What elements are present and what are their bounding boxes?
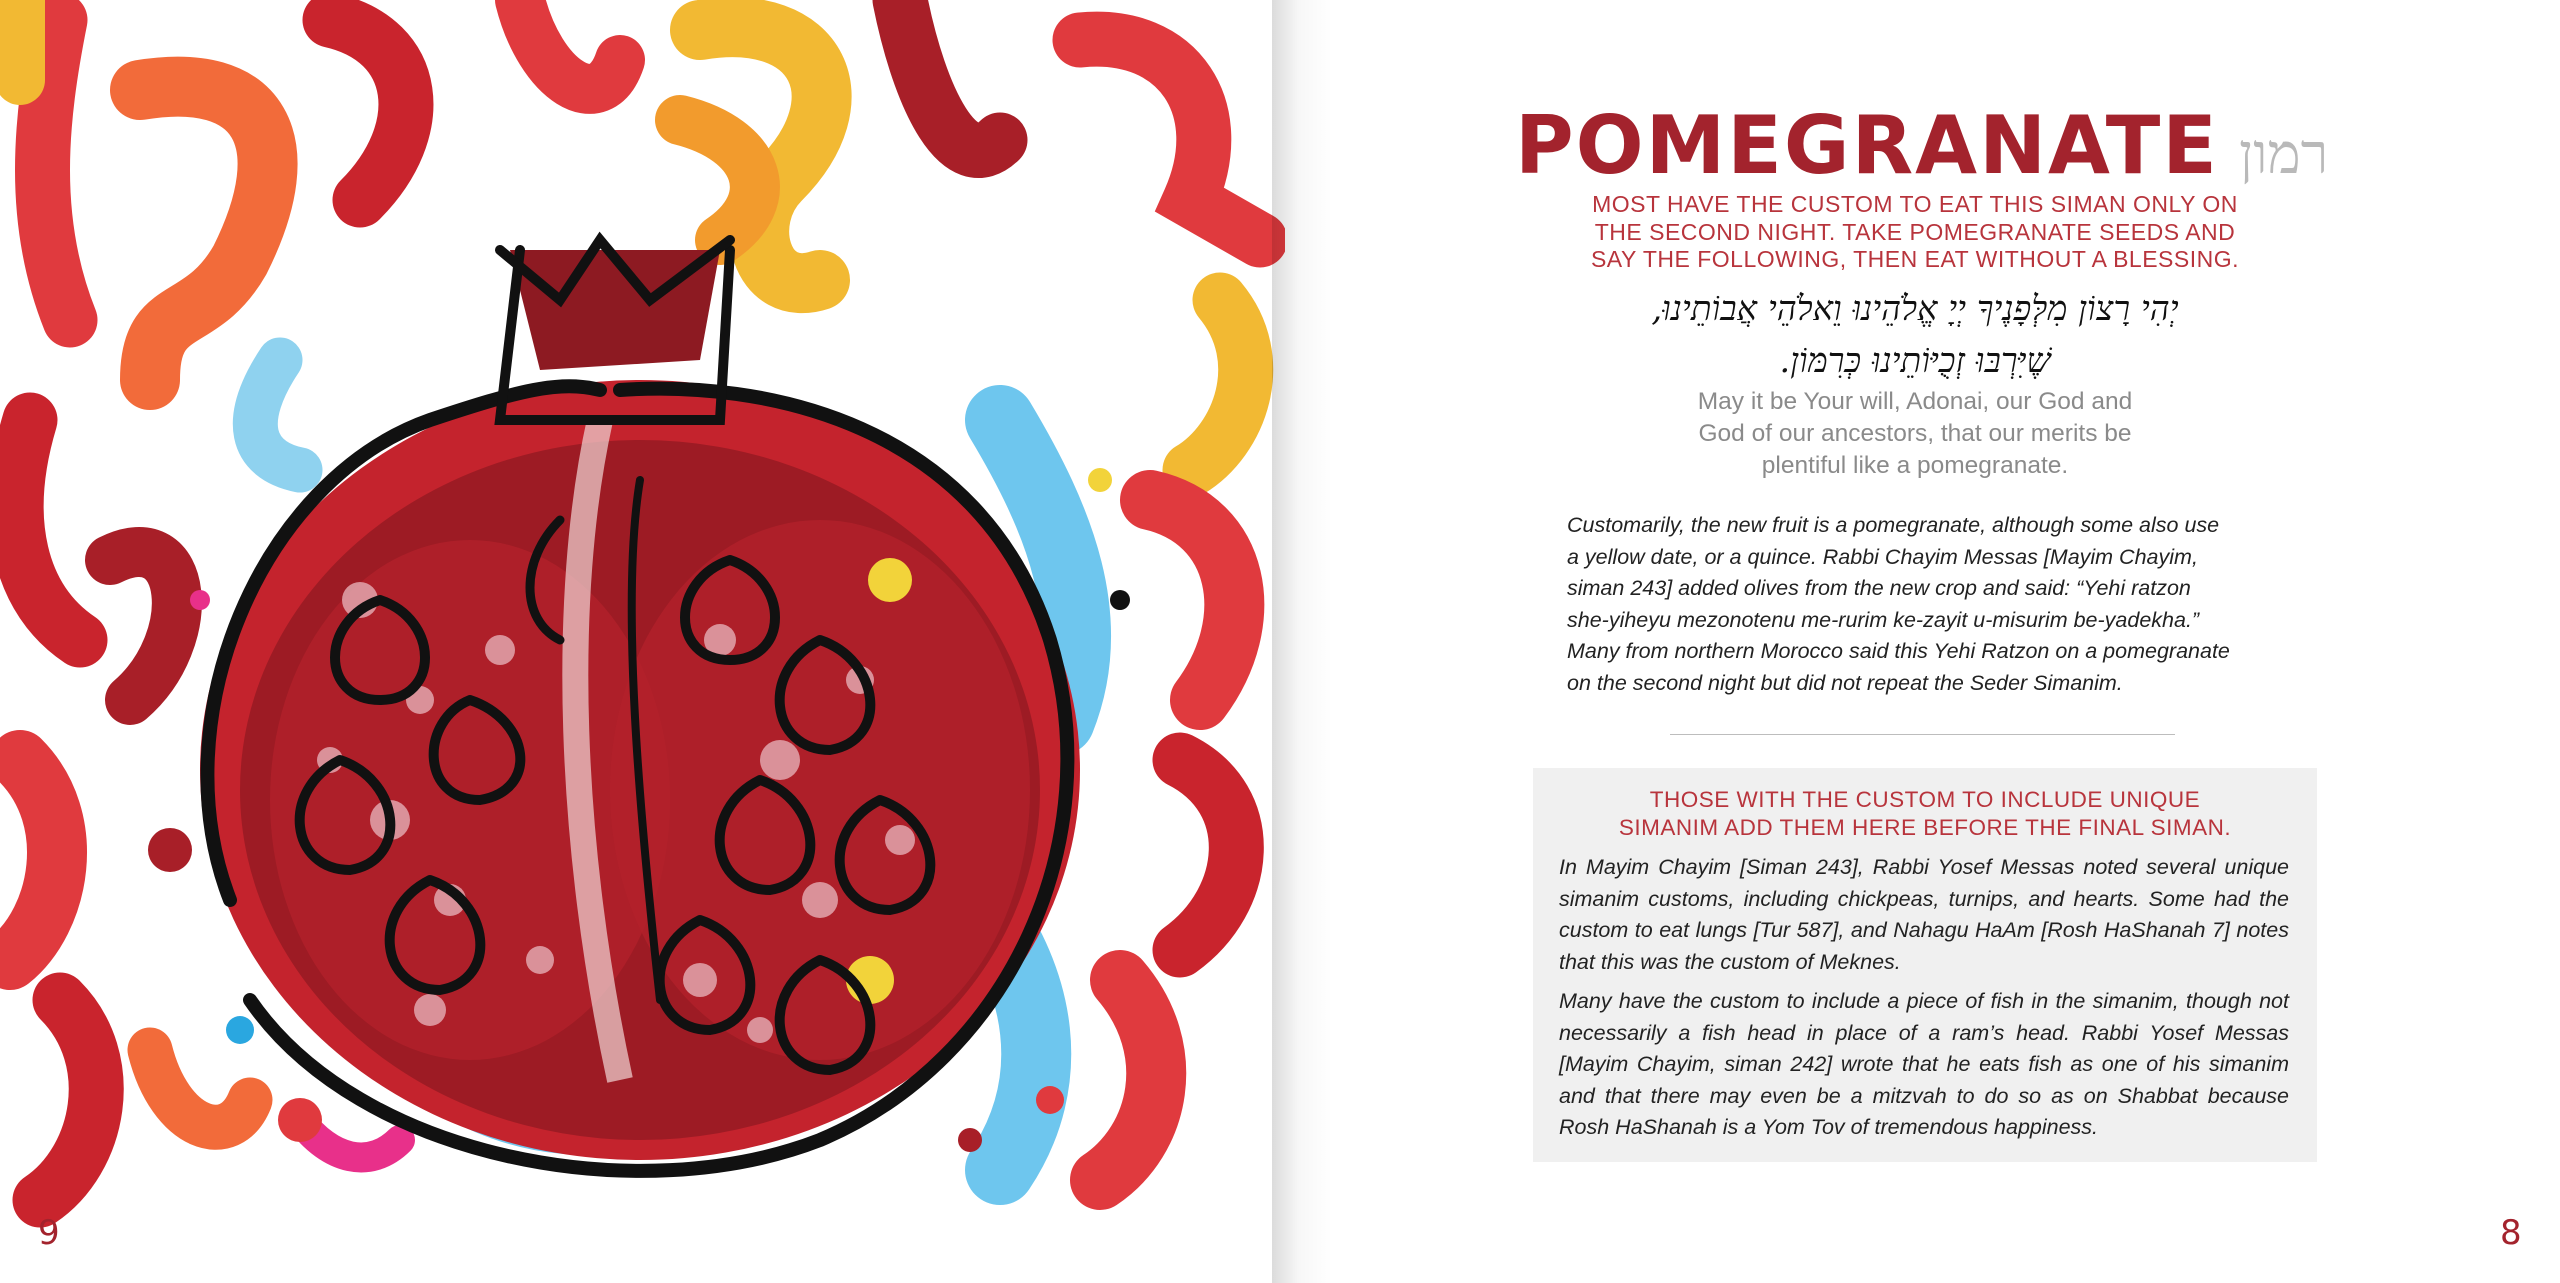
box-title-line: SIMANIM ADD THEM HERE BEFORE THE FINAL SIMAN.: [1618, 815, 2232, 840]
custom-line: Many from northern Morocco said this Yehi Ratzon on a pomegranate: [1567, 639, 2230, 663]
page-number-left: 9: [38, 1213, 60, 1253]
custom-line: a yellow date, or a quince. Rabbi Chayim Messas [Mayim Chayim,: [1567, 544, 2198, 569]
custom-line: siman 243] added olives from the new crop and said: “Yehi ratzon: [1567, 576, 2191, 600]
box-paragraph-1: In Mayim Chayim [Siman 243], Rabbi Yosef Messas noted several unique simanim customs, including chickpeas, turnips, and hearts. Some had the custom to eat lungs [Tur 587], and Nahagu HaAm [Rosh HaShanah 7] notes that this was the custom of Meknes.: [1559, 855, 2289, 974]
custom-line: Customarily, the new fruit is a pomegranate, although some also use: [1567, 513, 2220, 537]
instruction-line: THE SECOND NIGHT. TAKE POMEGRANATE SEEDS AND: [1594, 218, 2236, 245]
unique-simanim-box: [1533, 768, 2317, 1162]
page-title-hebrew: רמון: [2238, 122, 2329, 187]
box-paragraph-2: Many have the custom to include a piece of fish in the simanim, though not necessarily a fish head in place of a ram’s head. Rabbi Yosef Messas [Mayim Chayim, siman 242] wrote that he eats fish as one of his simanim and that there may even be a mitzvah to do so as on Shabbat because Rosh HaShanah is a Yom Tov of tremendous happiness.: [1559, 989, 2289, 1139]
page-number-right: 8: [2500, 1213, 2522, 1253]
hebrew-blessing-line: יְהִי רָצוֹן מִלְּפָנֶיךָ יְיָ אֱלֹהֵינוּ וֵאלֹהֵי אֲבוֹתֵינוּ,: [1651, 289, 2179, 329]
box-title-line: THOSE WITH THE CUSTOM TO INCLUDE UNIQUE: [1649, 787, 2201, 812]
right-page: [1285, 0, 2560, 1283]
custom-paragraph: [1567, 510, 2302, 699]
instruction-line: SAY THE FOLLOWING, THEN EAT WITHOUT A BLESSING.: [1590, 246, 2240, 272]
instruction-text: [1575, 191, 2255, 274]
hebrew-blessing: [1615, 283, 2215, 387]
translation-line: May it be Your will, Adonai, our God and: [1697, 388, 2133, 415]
box-title: [1533, 786, 2317, 842]
custom-line: she-yiheyu mezonotenu me-rurim ke-zayit u-misurim be-yadekha.”: [1567, 607, 2200, 632]
custom-line: on the second night but did not repeat the Seder Simanim.: [1567, 670, 2123, 695]
section-divider: [1670, 734, 2175, 735]
page-title: POMEGRANATE: [1515, 99, 2219, 192]
blessing-translation: [1655, 386, 2175, 482]
instruction-line: MOST HAVE THE CUSTOM TO EAT THIS SIMAN ONLY ON: [1592, 191, 2238, 217]
hebrew-blessing-line: שֶׁיִּרְבּוּ זְכֻיּוֹתֵינוּ כְּרִמּוֹן.: [1779, 341, 2051, 381]
translation-line: God of our ancestors, that our merits be: [1698, 420, 2132, 447]
title-row: [1515, 98, 2415, 193]
translation-line: plentiful like a pomegranate.: [1761, 452, 2069, 479]
